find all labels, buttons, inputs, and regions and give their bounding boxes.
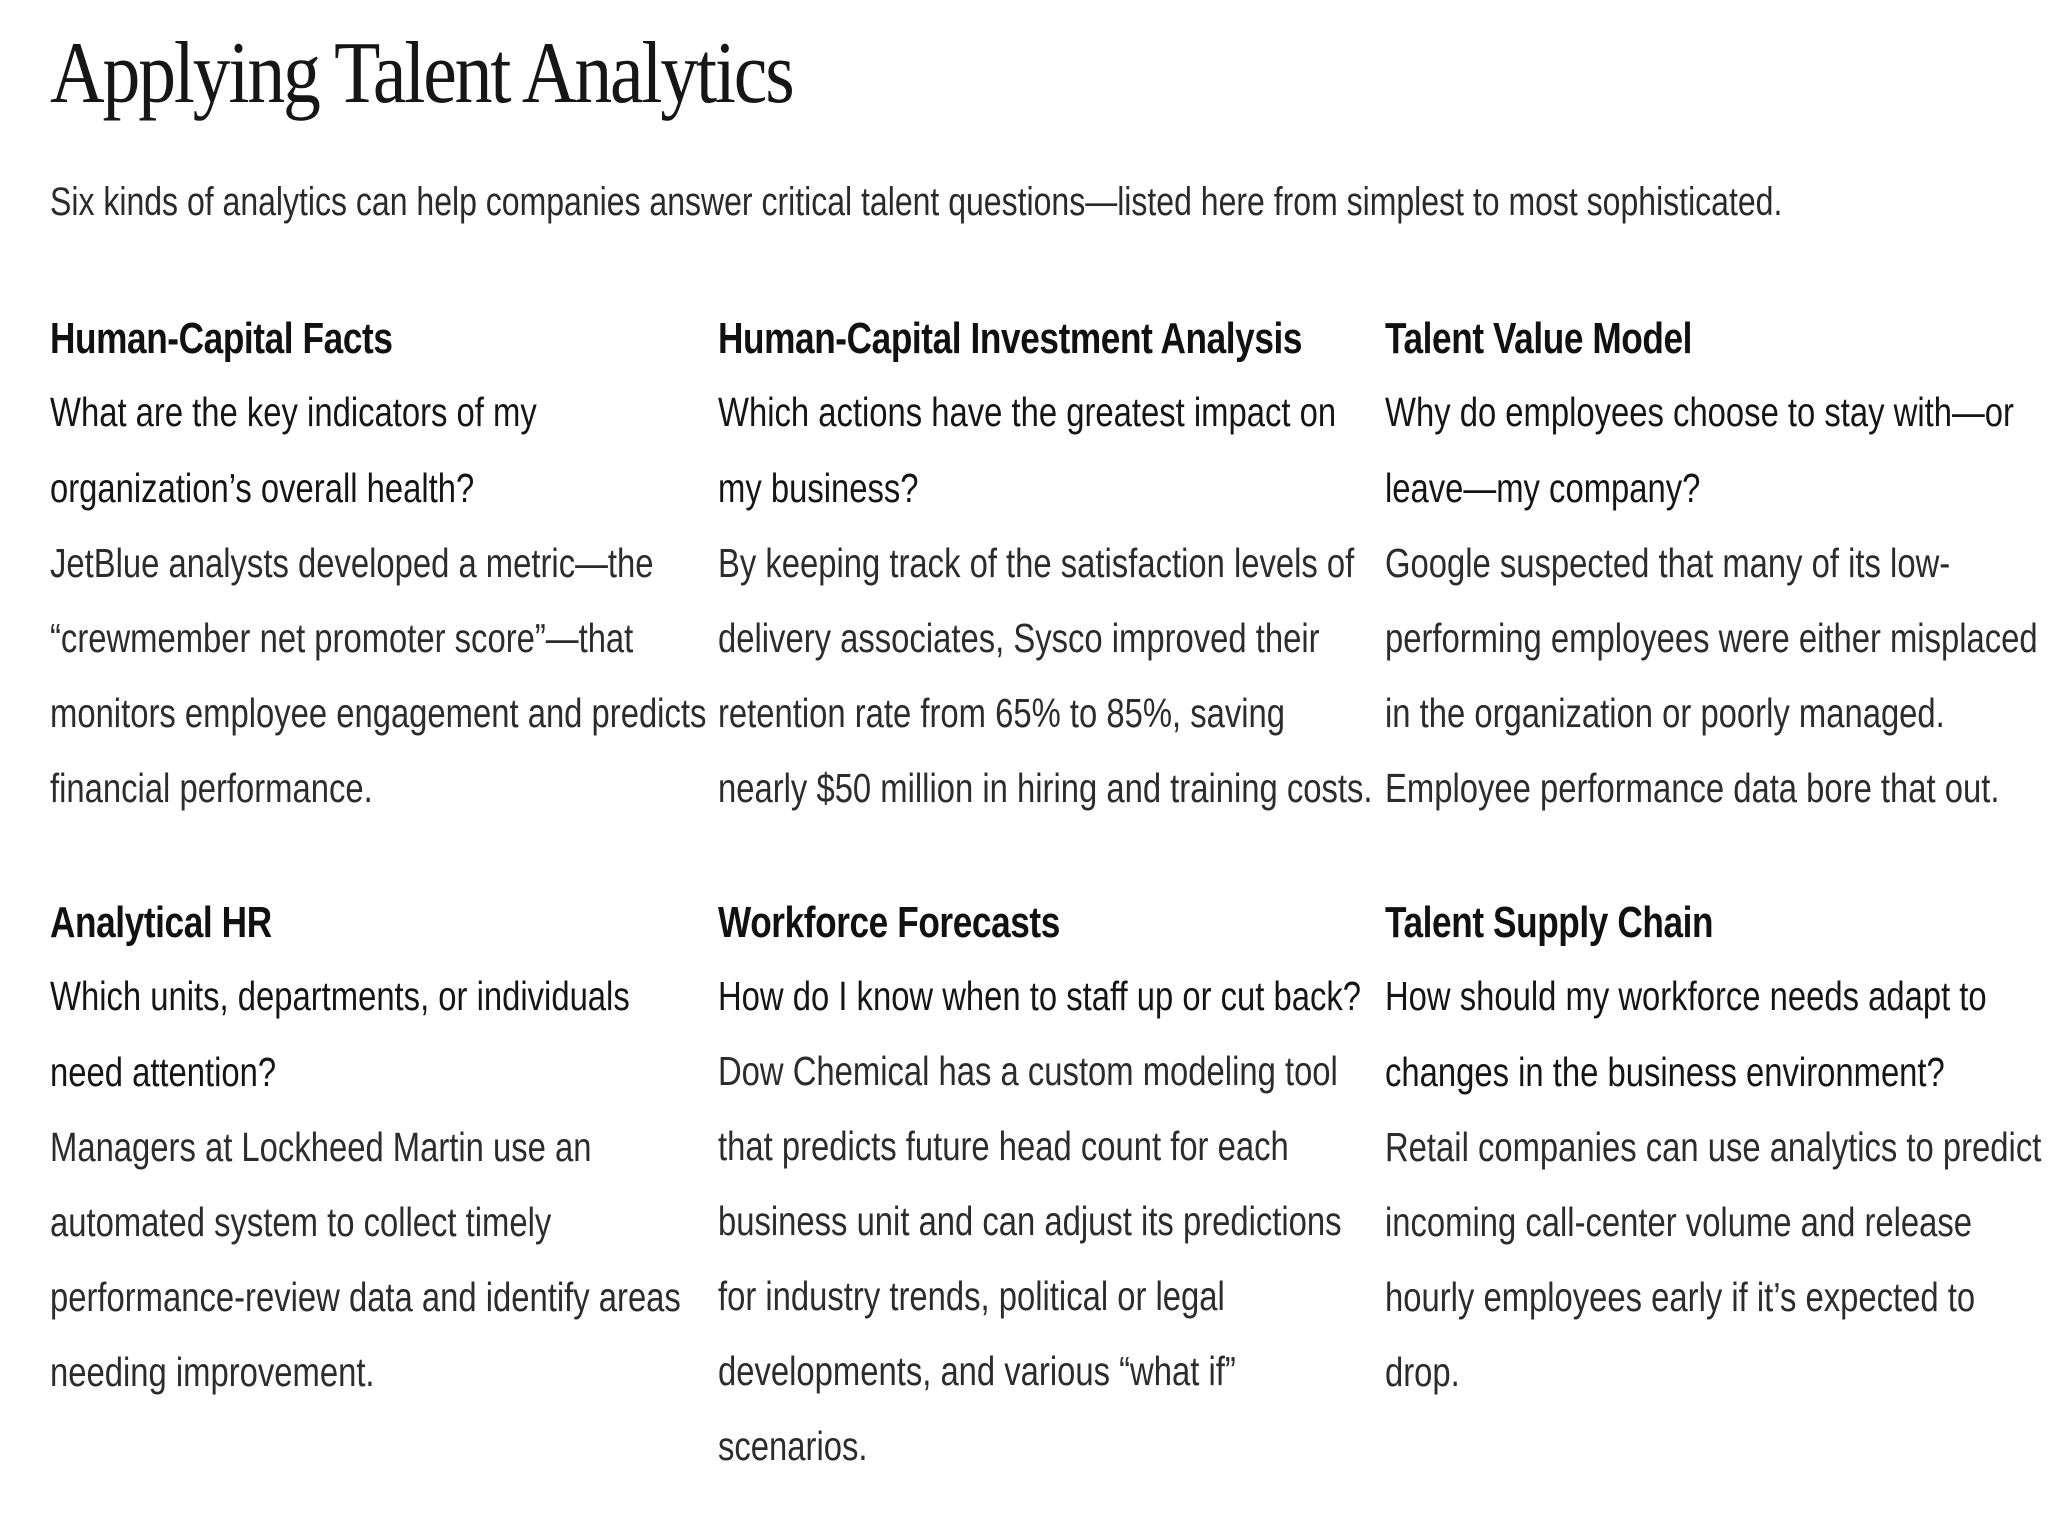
card-talent-value-model — [1385, 312, 2045, 826]
card-heading: Workforce Forecasts — [718, 898, 1060, 947]
card-heading: Talent Supply Chain — [1385, 898, 1714, 947]
card-body — [50, 374, 710, 826]
card-talent-supply-chain — [1385, 896, 2045, 1410]
card-body — [50, 958, 710, 1410]
card-example: JetBlue analysts developed a metric—the “crewmember net promoter score”—that monitors employee engagement and predicts financial performance. — [50, 540, 707, 811]
card-example: Google suspected that many of its low-performing employees were either misplaced in the organization or poorly managed. Employee performance data bore that out. — [1385, 540, 2038, 811]
card-example: Retail companies can use analytics to predict incoming call-center volume and release hourly employees early if it’s expected to drop. — [1385, 1124, 2042, 1395]
page-title: Applying Talent Analytics — [50, 25, 793, 122]
card-example: By keeping track of the satisfaction levels of delivery associates, Sysco improved their retention rate from 65% to 85%, saving nearly $50 million in hiring and training costs. — [718, 540, 1373, 811]
page-subtitle: Six kinds of analytics can help companies answer critical talent questions—listed here from simplest to most sophisticated. — [50, 180, 1783, 224]
card-question: Why do employees choose to stay with—or leave—my company? — [1385, 389, 2014, 511]
card-heading: Human-Capital Facts — [50, 314, 393, 363]
card-body — [1385, 958, 2045, 1410]
card-question: Which actions have the greatest impact on my business? — [718, 389, 1337, 511]
card-question: How do I know when to staff up or cut back? — [718, 973, 1361, 1019]
card-question: Which units, departments, or individuals need attention? — [50, 973, 630, 1095]
card-example: Dow Chemical has a custom modeling tool that predicts future head count for each business unit and can adjust its predictions for industry trends, political or legal developments, and various “what if” scenarios. — [718, 1048, 1342, 1469]
card-workforce-forecasts — [718, 896, 1378, 1484]
card-heading: Human-Capital Investment Analysis — [718, 314, 1303, 363]
card-body — [718, 958, 1378, 1484]
card-example: Managers at Lockheed Martin use an automated system to collect timely performance-review data and identify areas needing improvement. — [50, 1124, 681, 1395]
card-heading: Talent Value Model — [1385, 314, 1693, 363]
card-human-capital-facts — [50, 312, 710, 826]
card-body — [718, 374, 1378, 826]
card-question: What are the key indicators of my organization’s overall health? — [50, 389, 537, 511]
card-body — [1385, 374, 2045, 826]
card-question: How should my workforce needs adapt to changes in the business environment? — [1385, 973, 1987, 1095]
card-analytical-hr — [50, 896, 710, 1410]
card-heading: Analytical HR — [50, 898, 272, 947]
card-human-capital-investment-analysis — [718, 312, 1378, 826]
